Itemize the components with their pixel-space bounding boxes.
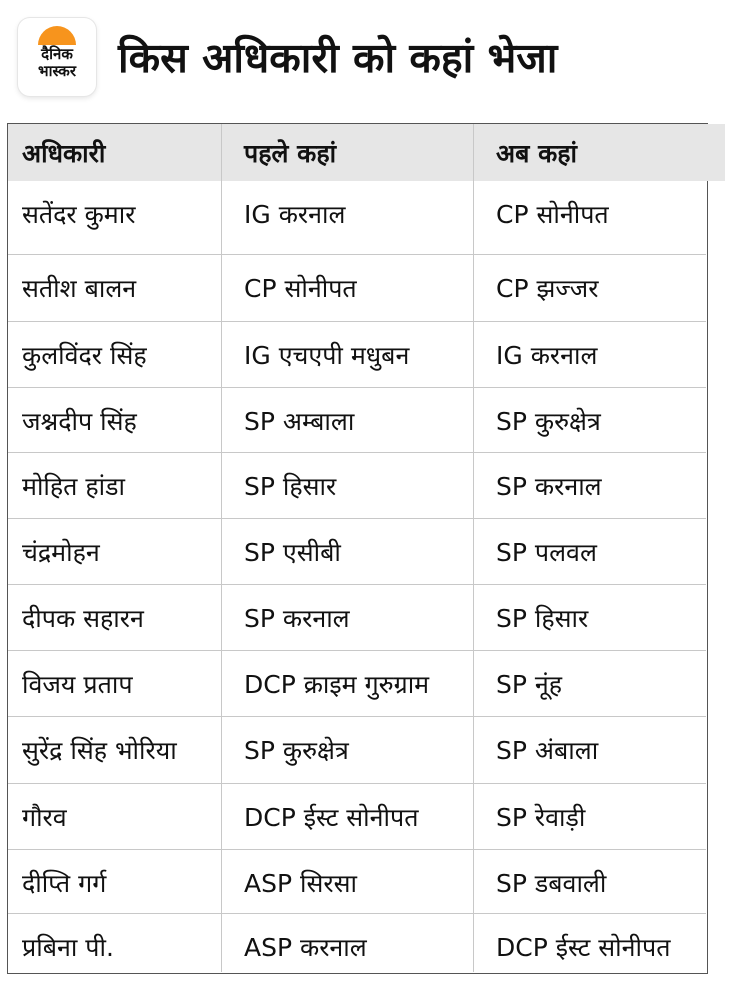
previous-posting: CP सोनीपत <box>244 274 357 303</box>
new-posting: CP झज्जर <box>496 274 599 303</box>
new-posting: DCP ईस्ट सोनीपत <box>496 933 671 962</box>
table-row <box>8 453 708 519</box>
officer-name: प्रबिना पी. <box>22 933 114 962</box>
table-row <box>8 914 708 980</box>
table-row <box>8 784 708 850</box>
logo-text-line2: भास्कर <box>38 62 76 80</box>
previous-posting: ASP सिरसा <box>244 869 357 898</box>
new-posting: SP रेवाड़ी <box>496 803 586 832</box>
officer-name: कुलविंदर सिंह <box>22 341 147 370</box>
new-posting: IG करनाल <box>496 341 598 370</box>
previous-posting: SP करनाल <box>244 604 350 633</box>
officer-name: गौरव <box>22 803 67 832</box>
logo-text-line1: दैनिक <box>41 45 73 63</box>
table-row <box>8 255 708 321</box>
header-officer: अधिकारी <box>22 138 106 168</box>
table-row <box>8 388 708 454</box>
previous-posting: ASP करनाल <box>244 933 367 962</box>
table-row <box>8 717 708 783</box>
previous-posting: SP अम्बाला <box>244 407 355 436</box>
header-previous-posting: पहले कहां <box>244 138 337 168</box>
transfer-table <box>7 123 708 974</box>
previous-posting: DCP क्राइम गुरुग्राम <box>244 670 430 699</box>
new-posting: SP कुरुक्षेत्र <box>496 407 601 436</box>
page-title: किस अधिकारी को कहां भेजा <box>118 34 558 82</box>
new-posting: SP पलवल <box>496 538 597 567</box>
table-row <box>8 322 708 388</box>
sun-icon <box>38 26 76 45</box>
officer-name: विजय प्रताप <box>22 670 133 699</box>
previous-posting: SP कुरुक्षेत्र <box>244 736 349 765</box>
previous-posting: IG करनाल <box>244 200 346 229</box>
table-row <box>8 651 708 717</box>
officer-name: चंद्रमोहन <box>22 538 100 567</box>
table-row <box>8 585 708 651</box>
table-header-row <box>8 124 708 181</box>
officer-name: सतीश बालन <box>22 274 137 303</box>
table-row <box>8 181 708 247</box>
previous-posting: SP एसीबी <box>244 538 341 567</box>
table-row <box>8 850 708 916</box>
new-posting: CP सोनीपत <box>496 200 609 229</box>
table-row <box>8 519 708 585</box>
new-posting: SP डबवाली <box>496 869 607 898</box>
new-posting: SP करनाल <box>496 472 602 501</box>
officer-name: सतेंदर कुमार <box>22 200 136 229</box>
new-posting: SP नूंह <box>496 670 563 699</box>
previous-posting: DCP ईस्ट सोनीपत <box>244 803 419 832</box>
officer-name: दीप्ति गर्ग <box>22 869 107 898</box>
new-posting: SP अंबाला <box>496 736 599 765</box>
header-new-posting: अब कहां <box>496 138 578 168</box>
previous-posting: IG एचएपी मधुबन <box>244 341 410 370</box>
column-divider <box>473 124 474 972</box>
column-divider <box>221 124 222 972</box>
officer-name: मोहित हांडा <box>22 472 125 501</box>
dainik-bhaskar-logo <box>18 18 96 96</box>
previous-posting: SP हिसार <box>244 472 337 501</box>
officer-name: सुरेंद्र सिंह भोरिया <box>22 736 177 765</box>
officer-name: जश्नदीप सिंह <box>22 407 137 436</box>
new-posting: SP हिसार <box>496 604 589 633</box>
officer-name: दीपक सहारन <box>22 604 144 633</box>
